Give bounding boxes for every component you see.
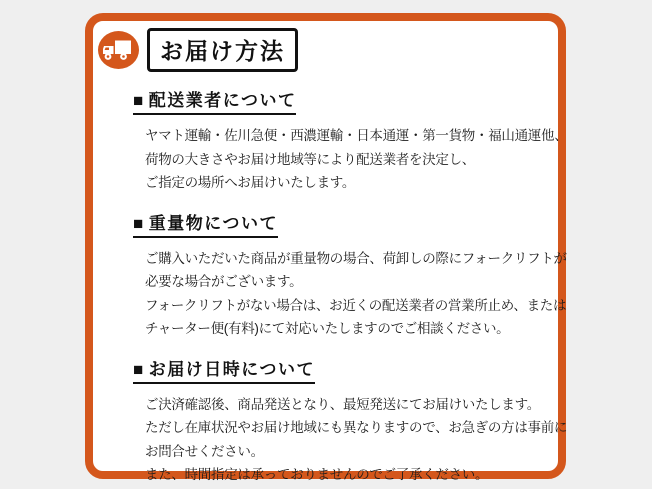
square-bullet-icon: ■ — [133, 359, 145, 379]
truck-icon — [98, 31, 139, 69]
square-bullet-icon: ■ — [133, 213, 145, 233]
section-heading — [133, 86, 296, 115]
section-heading — [133, 209, 278, 238]
section-body — [145, 247, 567, 341]
panel-header — [98, 28, 536, 72]
body-line: ご指定の場所へお届けいたします。 — [145, 175, 356, 190]
section-body — [145, 393, 568, 487]
section-heading — [133, 355, 315, 384]
body-line: お問合せください。 — [145, 443, 264, 459]
section-heavy-items — [133, 209, 567, 341]
page-title: お届け方法 — [147, 28, 298, 72]
body-line: チャーター便(有料)にて対応いたしますのでご相談ください。 — [145, 321, 510, 336]
section-heading-label: 重量物について — [148, 213, 278, 233]
body-line: ご購入いただいた商品が重量物の場合、荷卸しの際にフォークリフトが — [145, 250, 567, 266]
panel-content — [93, 21, 568, 487]
section-delivery-datetime — [133, 355, 568, 487]
body-line: ただし在庫状況やお届け地域にも異なりますので、お急ぎの方は事前に — [145, 420, 568, 435]
square-bullet-icon: ■ — [133, 91, 145, 110]
body-line: 荷物の大きさやお届け地域等により配送業者を決定し、 — [145, 151, 475, 167]
section-shipping-carriers — [133, 86, 568, 195]
body-line: ご決済確認後、商品発送となり、最短発送にてお届けいたします。 — [145, 396, 540, 412]
section-heading-label: 配送業者について — [148, 91, 297, 110]
body-line: フォークリフトがない場合は、お近くの配送業者の営業所止め、または — [145, 297, 567, 313]
body-line: ヤマト運輸・佐川急便・西濃運輸・日本通運・第一貨物・福山通運他、 — [145, 128, 568, 143]
body-line: また、時間指定は承っておりませんのでご了承ください。 — [145, 467, 489, 482]
delivery-info-panel — [85, 13, 568, 482]
section-body — [145, 124, 568, 195]
body-line: 必要な場合がございます。 — [145, 274, 303, 289]
section-heading-label: お届け日時について — [148, 359, 315, 379]
